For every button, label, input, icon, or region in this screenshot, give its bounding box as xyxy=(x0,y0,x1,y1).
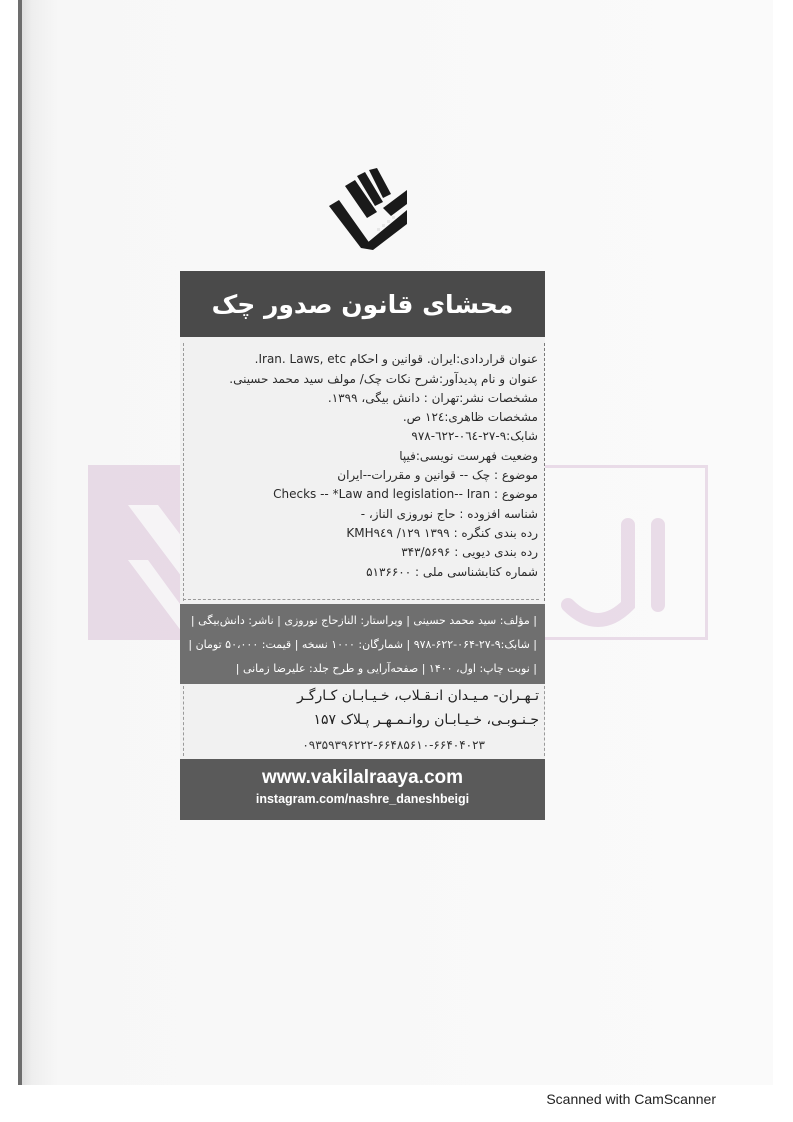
cip-dewey-class: رده بندی دیویی : ۳۴۳/۵۶۹۶ xyxy=(401,545,538,559)
cip-uniform-title: عنوان قراردادی:ایران. قوانین و احکام Iran. Laws, etc. xyxy=(254,352,538,366)
title-band xyxy=(180,271,545,337)
cip-lc-class: رده بندی کنگره : ۱۳۹۹ ۱۲۹/ KMH۹٤۹ xyxy=(346,526,538,540)
credits-band xyxy=(180,604,545,684)
web-band xyxy=(180,759,545,820)
phone-numbers: ۰۹۳۵۹۳۹۶۲۲۲-۶۶۴۸۵۶۱۰-۶۶۴۰۴۰۲۳ xyxy=(302,738,485,752)
address-line: تـهـران- مـیـدان انـقـلاب، خـیـابـان کـارگـر xyxy=(296,688,539,704)
cip-subject-en: موضوع : Checks -- *Law and legislation-- Iran xyxy=(273,487,538,501)
publisher-logo-icon xyxy=(325,168,409,250)
cip-card xyxy=(180,271,545,820)
cip-physical: مشخصات ظاهری:۱۲٤ ص. xyxy=(402,410,538,424)
address-line: جـنـوبـی، خـیـابـان روانـمـهـر پـلاک ۱۵۷ xyxy=(313,712,539,728)
cip-cataloging-status: وضعیت فهرست نویسی:فیپا xyxy=(399,449,538,463)
cip-added-entry: شناسه افزوده : حاج نوروزی الناز، - xyxy=(360,507,538,521)
cip-isbn: شابک:۹-۲۷-۰٦٤-٦۲۲-۹۷۸ xyxy=(411,429,538,443)
cip-subject-fa: موضوع : چک -- قوانین و مقررات--ایران xyxy=(337,468,538,482)
instagram-link[interactable]: instagram.com/nashre_daneshbeigi xyxy=(255,792,470,806)
credit-line: | نوبت چاپ: اول، ۱۴۰۰ | صفحه‌آرایی و طرح جلد: علیرضا زمانی | xyxy=(235,662,537,675)
cip-publication: مشخصات نشر:تهران : دانش بیگی، ۱۳۹۹. xyxy=(327,391,538,405)
credit-line: | مؤلف: سید محمد حسینی | ویراستار: النازحاج نوروزی | ناشر: دانش‌بیگی | xyxy=(190,614,537,627)
address-border-right xyxy=(544,686,545,756)
credit-line: | شابک:۹-۲۷-۰۶۴-۶۲۲-۹۷۸ | شمارگان: ۱۰۰۰ نسخه | قیمت: ۵۰،۰۰۰ تومان | xyxy=(188,638,537,651)
cip-national-biblio-number: شماره کتابشناسی ملی : ۵۱۳۶۶۰۰ xyxy=(366,565,538,579)
address-border-left xyxy=(183,686,184,756)
page-spine-edge xyxy=(18,0,22,1085)
cip-border-right xyxy=(544,343,545,601)
scanner-watermark-text: Scanned with CamScanner xyxy=(546,1091,716,1107)
book-title: محشای قانون صدور چک xyxy=(211,289,514,319)
cip-title-author: عنوان و نام پدیدآور:شرح نکات چک/ مولف سید محمد حسینی. xyxy=(229,372,538,386)
website-link[interactable]: www.vakilalraaya.com xyxy=(261,767,464,788)
